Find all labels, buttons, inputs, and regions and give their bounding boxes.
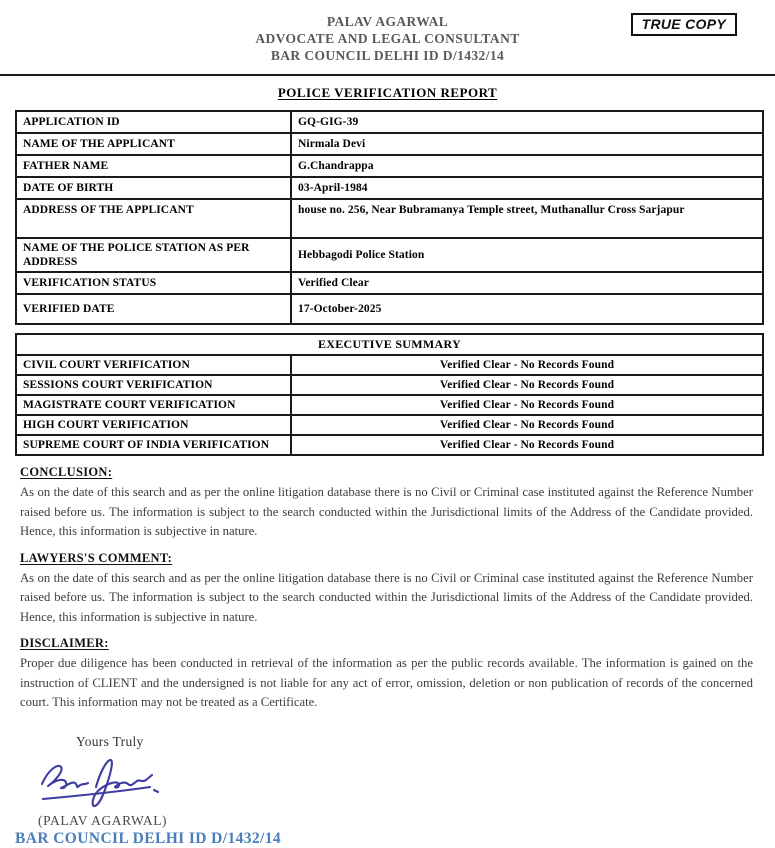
row-value: 03-April-1984 bbox=[291, 177, 763, 199]
executive-summary-title: EXECUTIVE SUMMARY bbox=[16, 334, 763, 355]
row-label: SUPREME COURT OF INDIA VERIFICATION bbox=[16, 435, 291, 455]
row-label: CIVIL COURT VERIFICATION bbox=[16, 355, 291, 375]
conclusion-section bbox=[20, 465, 753, 542]
row-label: FATHER NAME bbox=[16, 155, 291, 177]
row-value: Verified Clear - No Records Found bbox=[291, 415, 763, 435]
disclaimer-section bbox=[20, 636, 753, 713]
table-row bbox=[16, 177, 763, 199]
advocate-name: PALAV AGARWAL bbox=[326, 14, 449, 29]
header-divider bbox=[0, 74, 775, 76]
row-label: APPLICATION ID bbox=[16, 111, 291, 133]
row-value: Verified Clear - No Records Found bbox=[291, 375, 763, 395]
applicant-details-table bbox=[15, 110, 764, 325]
row-label: MAGISTRATE COURT VERIFICATION bbox=[16, 395, 291, 415]
table-row bbox=[16, 395, 763, 415]
row-value: Verified Clear - No Records Found bbox=[291, 355, 763, 375]
table-row bbox=[16, 155, 763, 177]
table-row bbox=[16, 199, 763, 238]
row-label: VERIFIED DATE bbox=[16, 294, 291, 324]
table-row bbox=[16, 133, 763, 155]
signer-name: (PALAV AGARWAL) bbox=[38, 812, 168, 828]
closing-text: Yours Truly bbox=[76, 733, 144, 749]
table-row bbox=[16, 294, 763, 324]
table-row bbox=[16, 375, 763, 395]
disclaimer-heading: DISCLAIMER: bbox=[20, 636, 109, 650]
lawyers-comment-text: As on the date of this search and as per the online litigation database there is no Civil or Criminal case instituted against the Reference Number raised before us. The information is subject to the search conducted within the Jurisdictional limits of the Address of the Candidate provided. Hence, this information is subjective in nature. bbox=[20, 570, 753, 624]
conclusion-heading: CONCLUSION: bbox=[20, 465, 113, 479]
table-row bbox=[16, 415, 763, 435]
row-label: SESSIONS COURT VERIFICATION bbox=[16, 375, 291, 395]
table-row bbox=[16, 111, 763, 133]
row-value: G.Chandrappa bbox=[291, 155, 763, 177]
letterhead-bar-id: BAR COUNCIL DELHI ID D/1432/14 bbox=[270, 48, 505, 63]
row-value: house no. 256, Near Bubramanya Temple street, Muthanallur Cross Sarjapur bbox=[291, 199, 763, 238]
row-label: NAME OF THE POLICE STATION AS PER ADDRESS bbox=[16, 238, 291, 272]
signature bbox=[36, 754, 775, 812]
table-row bbox=[16, 435, 763, 455]
executive-summary-table bbox=[15, 333, 764, 456]
row-label: HIGH COURT VERIFICATION bbox=[16, 415, 291, 435]
row-label: ADDRESS OF THE APPLICANT bbox=[16, 199, 291, 238]
table-row bbox=[16, 355, 763, 375]
row-value: 17-October-2025 bbox=[291, 294, 763, 324]
lawyers-comment-heading: LAWYERS'S COMMENT: bbox=[20, 550, 173, 565]
row-value: Verified Clear - No Records Found bbox=[291, 435, 763, 455]
row-value: Hebbagodi Police Station bbox=[291, 238, 763, 272]
row-value: Verified Clear - No Records Found bbox=[291, 395, 763, 415]
row-value: Nirmala Devi bbox=[291, 133, 763, 155]
true-copy-stamp: TRUE COPY bbox=[631, 13, 737, 36]
handwritten-signature-ink bbox=[36, 754, 176, 812]
row-label: NAME OF THE APPLICANT bbox=[16, 133, 291, 155]
signature-bar-id: BAR COUNCIL DELHI ID D/1432/14 bbox=[15, 829, 282, 847]
conclusion-text: As on the date of this search and as per the online litigation database there is no Civil or Criminal case instituted against the Reference Number raised before us. The information is subject to the search conducted within the Jurisdictional limits of the Address of the Candidate provided. Hence, this information is subjective in nature. bbox=[20, 485, 753, 538]
advocate-designation: ADVOCATE AND LEGAL CONSULTANT bbox=[255, 31, 520, 46]
disclaimer-text: Proper due diligence has been conducted in retrieval of the information as per the public records available. The information is gained on the instruction of CLIENT and the undersigned is not liable for any act of error, omission, deletion or non publication of records of the concerned court. This information may not be treated as a Certificate. bbox=[20, 656, 753, 709]
lawyers-comment-section bbox=[20, 551, 753, 628]
page-title: POLICE VERIFICATION REPORT bbox=[277, 85, 498, 100]
row-label: VERIFICATION STATUS bbox=[16, 272, 291, 294]
table-header-row bbox=[16, 334, 763, 355]
row-value: GQ-GIG-39 bbox=[291, 111, 763, 133]
row-value: Verified Clear bbox=[291, 272, 763, 294]
table-row bbox=[16, 238, 763, 272]
row-label: DATE OF BIRTH bbox=[16, 177, 291, 199]
table-row bbox=[16, 272, 763, 294]
